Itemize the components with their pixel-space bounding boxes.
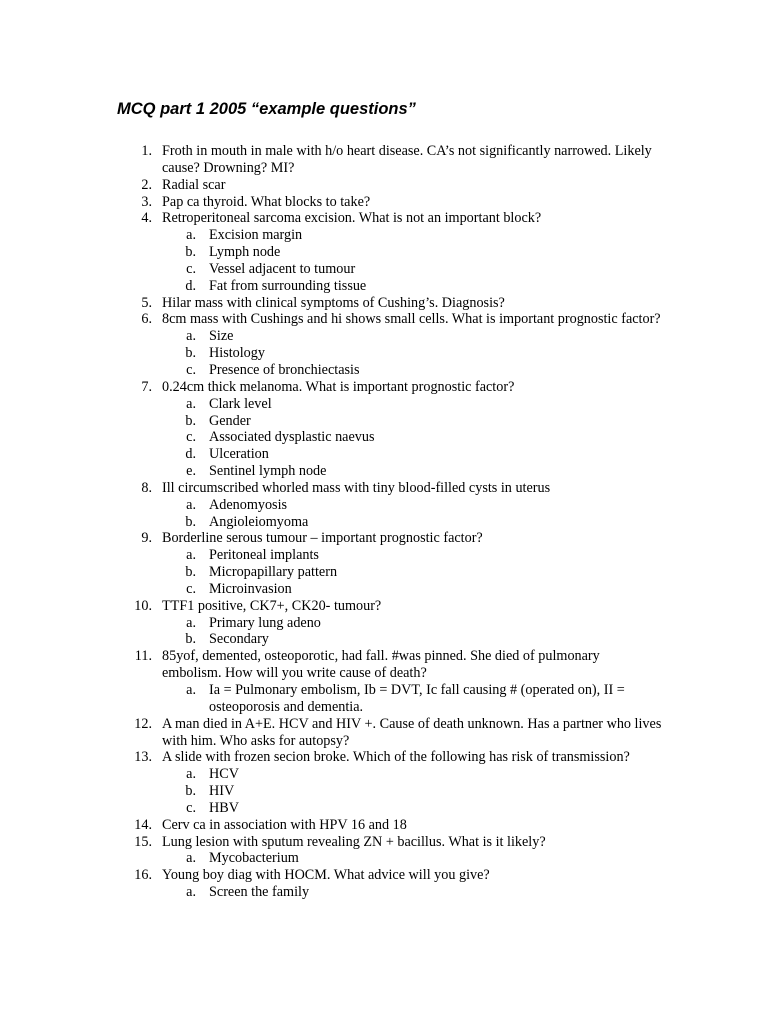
answer-option	[0, 547, 669, 564]
option-letter: b.	[185, 783, 196, 800]
answer-option	[0, 429, 669, 446]
question-number: 15.	[134, 833, 152, 850]
option-letter: c.	[186, 799, 196, 816]
question-number: 4.	[141, 210, 152, 227]
question-item	[0, 379, 662, 396]
option-letter: a.	[186, 395, 196, 412]
question-number: 9.	[141, 530, 152, 547]
option-text: Lymph node	[209, 244, 281, 261]
option-text: Adenomyosis	[209, 496, 288, 513]
answer-option	[0, 631, 669, 648]
option-text: Size	[209, 328, 234, 345]
option-text: HBV	[209, 799, 239, 816]
option-letter: b.	[185, 244, 196, 261]
question-number: 16.	[134, 867, 152, 884]
option-text: Secondary	[209, 631, 269, 648]
answer-option	[0, 261, 669, 278]
answer-option	[0, 446, 669, 463]
question-text: 8cm mass with Cushings and hi shows small cells. What is important prognostic factor?	[162, 311, 661, 328]
option-letter: a.	[186, 850, 196, 867]
option-letter: a.	[186, 682, 196, 698]
option-text: Associated dysplastic naevus	[209, 429, 375, 446]
question-number: 13.	[134, 749, 152, 766]
option-letter: b.	[185, 631, 196, 648]
question-text: TTF1 positive, CK7+, CK20- tumour?	[162, 597, 382, 614]
question-text: Pap ca thyroid. What blocks to take?	[162, 193, 371, 210]
answer-option	[0, 783, 669, 800]
option-letter: c.	[186, 260, 196, 277]
option-text: Microinvasion	[209, 580, 292, 597]
answer-option	[0, 345, 669, 362]
answer-option	[0, 564, 669, 581]
question-text: Borderline serous tumour – important prognostic factor?	[162, 530, 483, 547]
option-letter: a.	[186, 884, 196, 901]
answer-option	[0, 514, 669, 531]
option-text: HCV	[209, 766, 239, 783]
question-number: 2.	[141, 176, 152, 193]
option-text: Fat from surrounding tissue	[209, 277, 367, 294]
option-letter: a.	[186, 496, 196, 513]
option-letter: a.	[186, 614, 196, 631]
question-text: Young boy diag with HOCM. What advice will you give?	[162, 867, 490, 884]
question-item	[0, 311, 662, 328]
question-number: 7.	[141, 378, 152, 395]
option-letter: a.	[186, 328, 196, 345]
option-letter: b.	[185, 564, 196, 581]
question-number: 6.	[141, 311, 152, 328]
option-text: Ia = Pulmonary embolism, Ib = DVT, Ic fall causing # (operated on), II = osteoporosis and dementia.	[209, 682, 625, 715]
question-text: Froth in mouth in male with h/o heart disease. CA’s not significantly narrowed. Likely cause? Drowning? MI?	[162, 143, 652, 176]
answer-option	[0, 396, 669, 413]
option-text: Excision margin	[209, 227, 303, 244]
question-item	[0, 749, 662, 766]
option-letter: b.	[185, 412, 196, 429]
question-item	[0, 716, 662, 750]
question-item	[0, 480, 662, 497]
option-text: Primary lung adeno	[209, 614, 321, 631]
option-text: Mycobacterium	[209, 850, 299, 867]
question-text: 85yof, demented, osteoporotic, had fall. #was pinned. She died of pulmonary embolism. How will you write cause of death?	[162, 648, 600, 682]
question-number: 8.	[141, 479, 152, 496]
option-text: Histology	[209, 345, 265, 362]
option-letter: c.	[186, 361, 196, 378]
question-number: 14.	[134, 816, 152, 833]
question-text: Lung lesion with sputum revealing ZN + bacillus. What is it likely?	[162, 833, 546, 850]
answer-option	[0, 244, 669, 261]
document-title: MCQ part 1 2005 “example questions”	[117, 100, 416, 118]
option-letter: d.	[185, 277, 196, 294]
option-text: Peritoneal implants	[209, 547, 319, 564]
option-text: Clark level	[209, 395, 272, 412]
answer-option	[0, 413, 669, 430]
question-number: 10.	[134, 597, 152, 614]
option-text: Gender	[209, 412, 251, 429]
answer-option	[0, 278, 669, 295]
option-text: Sentinel lymph node	[209, 463, 327, 480]
option-text: Ulceration	[209, 446, 269, 463]
option-text: Presence of bronchiectasis	[209, 361, 360, 378]
answer-option	[0, 581, 669, 598]
answer-option	[0, 884, 669, 901]
answer-option	[0, 682, 669, 716]
question-text: Hilar mass with clinical symptoms of Cushing’s. Diagnosis?	[162, 294, 505, 311]
option-letter: b.	[185, 345, 196, 362]
question-item	[0, 530, 662, 547]
question-text: A man died in A+E. HCV and HIV +. Cause of death unknown. Has a partner who lives with him. Who asks for autopsy?	[162, 715, 662, 749]
answer-option	[0, 328, 669, 345]
question-item	[0, 295, 662, 312]
question-item	[0, 834, 662, 851]
question-number: 5.	[141, 294, 152, 311]
question-item	[0, 867, 662, 884]
question-item	[0, 817, 662, 834]
answer-option	[0, 463, 669, 480]
option-letter: d.	[185, 446, 196, 463]
question-text: Ill circumscribed whorled mass with tiny blood-filled cysts in uterus	[162, 479, 551, 496]
option-text: Micropapillary pattern	[209, 564, 338, 581]
option-text: HIV	[209, 783, 235, 800]
answer-option	[0, 766, 669, 783]
question-text: 0.24cm thick melanoma. What is important prognostic factor?	[162, 378, 515, 395]
option-letter: b.	[185, 513, 196, 530]
question-number: 11.	[134, 648, 152, 665]
option-letter: e.	[186, 463, 196, 480]
answer-option	[0, 497, 669, 514]
option-letter: c.	[186, 580, 196, 597]
option-text: Vessel adjacent to tumour	[209, 260, 356, 277]
question-item	[0, 194, 662, 211]
option-text: Angioleiomyoma	[209, 513, 309, 530]
question-item	[0, 143, 662, 177]
question-item	[0, 598, 662, 615]
question-text: Radial scar	[162, 176, 226, 193]
option-letter: c.	[186, 429, 196, 446]
question-text: Retroperitoneal sarcoma excision. What is not an important block?	[162, 210, 542, 227]
option-letter: a.	[186, 547, 196, 564]
question-item	[0, 210, 662, 227]
question-text: Cerv ca in association with HPV 16 and 18	[162, 816, 407, 833]
answer-option	[0, 850, 669, 867]
question-item	[0, 648, 662, 682]
answer-option	[0, 800, 669, 817]
question-list	[0, 143, 768, 901]
option-letter: a.	[186, 766, 196, 783]
answer-option	[0, 362, 669, 379]
option-text: Screen the family	[209, 884, 310, 901]
question-text: A slide with frozen secion broke. Which of the following has risk of transmission?	[162, 749, 630, 766]
question-number: 12.	[134, 715, 152, 732]
question-item	[0, 177, 662, 194]
answer-option	[0, 615, 669, 632]
question-number: 3.	[141, 193, 152, 210]
answer-option	[0, 227, 669, 244]
question-number: 1.	[141, 143, 152, 159]
option-letter: a.	[186, 227, 196, 244]
